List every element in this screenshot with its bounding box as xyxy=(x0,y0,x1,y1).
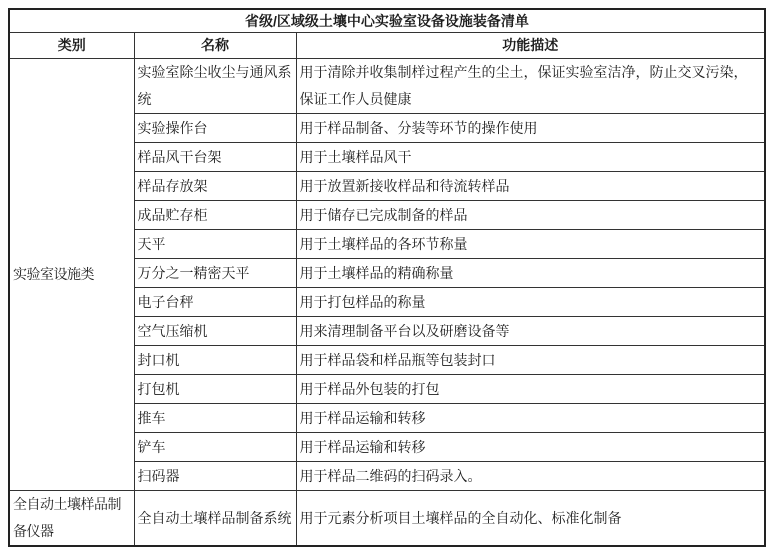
description-cell: 用于样品袋和样品瓶等包装封口 xyxy=(296,346,765,375)
name-cell: 扫码器 xyxy=(134,462,296,491)
description-cell: 用于土壤样品风干 xyxy=(296,143,765,172)
name-cell: 全自动土壤样品制备系统 xyxy=(134,491,296,547)
name-cell: 电子台秤 xyxy=(134,288,296,317)
table-body xyxy=(9,59,765,547)
description-cell: 用于土壤样品的精确称量 xyxy=(296,259,765,288)
name-cell: 铲车 xyxy=(134,433,296,462)
title-row xyxy=(9,9,765,33)
equipment-table xyxy=(8,8,766,547)
name-cell: 空气压缩机 xyxy=(134,317,296,346)
name-cell: 万分之一精密天平 xyxy=(134,259,296,288)
name-cell: 天平 xyxy=(134,230,296,259)
description-cell: 用于储存已完成制备的样品 xyxy=(296,201,765,230)
name-cell: 实验室除尘收尘与通风系统 xyxy=(134,59,296,114)
description-cell: 用于清除并收集制样过程产生的尘土，保证实验室洁净，防止交叉污染，保证工作人员健康 xyxy=(296,59,765,114)
name-cell: 推车 xyxy=(134,404,296,433)
description-cell: 用于样品运输和转移 xyxy=(296,433,765,462)
name-cell: 成品贮存柜 xyxy=(134,201,296,230)
description-cell: 用于放置新接收样品和待流转样品 xyxy=(296,172,765,201)
header-row xyxy=(9,33,765,59)
description-cell: 用于元素分析项目土壤样品的全自动化、标准化制备 xyxy=(296,491,765,547)
name-cell: 封口机 xyxy=(134,346,296,375)
description-cell: 用于样品二维码的扫码录入。 xyxy=(296,462,765,491)
name-cell: 样品风干台架 xyxy=(134,143,296,172)
category-cell: 全自动土壤样品制备仪器 xyxy=(9,491,134,547)
col-header-name: 名称 xyxy=(134,33,296,59)
description-cell: 用于样品运输和转移 xyxy=(296,404,765,433)
name-cell: 打包机 xyxy=(134,375,296,404)
category-cell: 实验室设施类 xyxy=(9,59,134,491)
description-cell: 用来清理制备平台以及研磨设备等 xyxy=(296,317,765,346)
col-header-description: 功能描述 xyxy=(296,33,765,59)
description-cell: 用于打包样品的称量 xyxy=(296,288,765,317)
name-cell: 实验操作台 xyxy=(134,114,296,143)
description-cell: 用于土壤样品的各环节称量 xyxy=(296,230,765,259)
description-cell: 用于样品制备、分装等环节的操作使用 xyxy=(296,114,765,143)
table-row xyxy=(9,491,765,547)
name-cell: 样品存放架 xyxy=(134,172,296,201)
col-header-category: 类别 xyxy=(9,33,134,59)
table-title: 省级/区域级土壤中心实验室设备设施装备清单 xyxy=(9,9,765,33)
description-cell: 用于样品外包装的打包 xyxy=(296,375,765,404)
table-row xyxy=(9,59,765,114)
